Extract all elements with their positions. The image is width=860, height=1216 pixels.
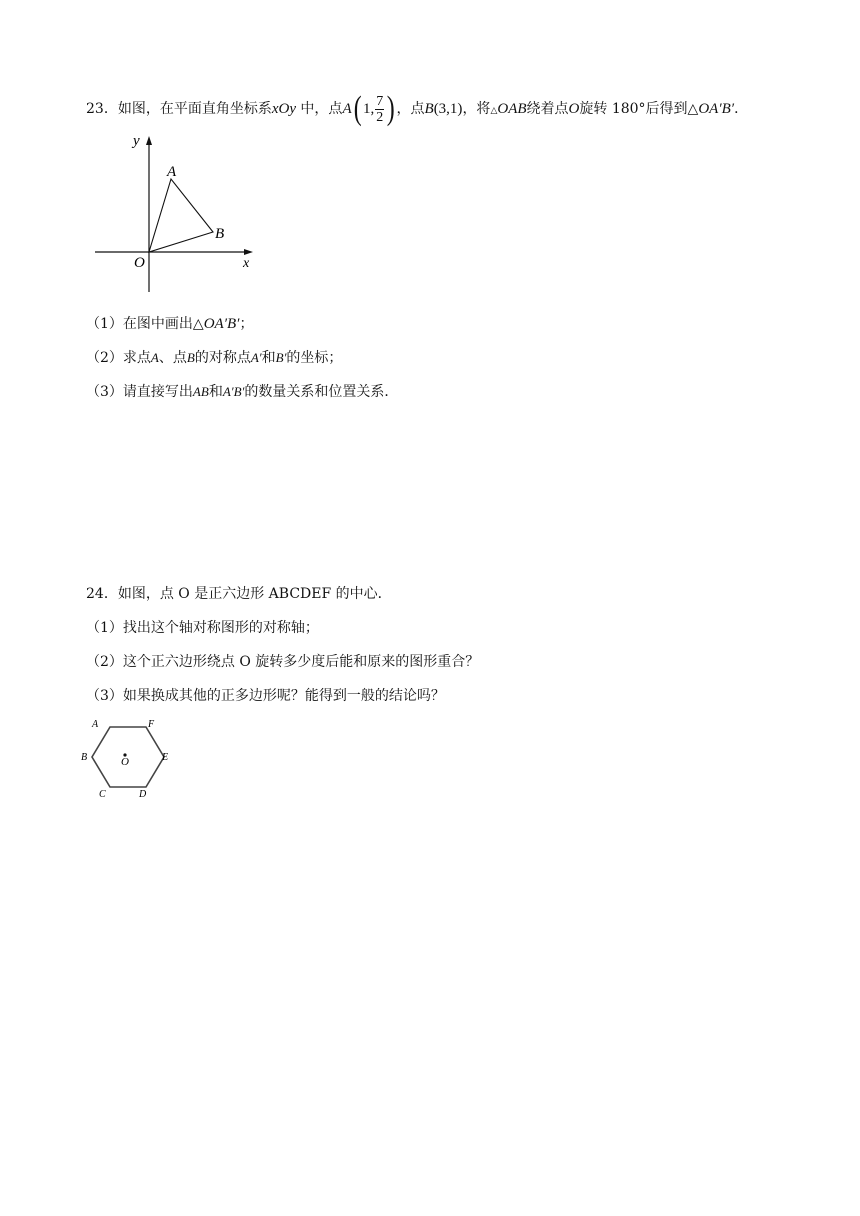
q23-sub-2-number: （2） xyxy=(86,350,123,366)
q23-sub-3-ab-prime: A′B′ xyxy=(222,384,245,399)
q23-triangle-symbol: △ xyxy=(687,101,699,117)
q23-sub-2-a: A xyxy=(150,350,159,365)
q23-sub-1-end: ； xyxy=(239,316,254,332)
q23-text-4: ，将 xyxy=(462,101,491,117)
q23-a-x: 1, xyxy=(362,101,375,117)
q23-fraction xyxy=(375,94,384,125)
q23-sub-2-text-3: 的对称点 xyxy=(194,350,251,366)
q23-text-1: 如图，在平面直角坐标系 xyxy=(117,101,272,117)
q24-fig-label-d: D xyxy=(139,789,147,800)
q23-sub-1-math: OA′B′ xyxy=(203,316,240,332)
q23-sub-1-number: （1） xyxy=(86,316,123,332)
q24-sub-2: （2）这个正六边形绕点 O 旋转多少度后能和原来的图形重合？ xyxy=(86,654,480,670)
q23-point-o: O xyxy=(568,101,580,117)
q23-sub-3-text-2: 和 xyxy=(208,384,223,400)
q23-left-paren: ( xyxy=(353,90,362,127)
q23-sub-2-text-5: 的坐标； xyxy=(286,350,343,366)
q23-text-5: 绕着点 xyxy=(526,101,569,117)
q23-sub-2 xyxy=(86,348,342,368)
q23-b-coords: (3,1) xyxy=(433,101,463,117)
q23-sub-3-number: （3） xyxy=(86,384,123,400)
q23-sub-3-text-1: 请直接写出 xyxy=(122,384,193,400)
q23-oab: OAB xyxy=(497,101,527,117)
q23-point-b: B xyxy=(424,101,434,117)
q23-sub-3-text-3: 的数量关系和位置关系． xyxy=(244,384,399,400)
q23-stem xyxy=(86,92,748,126)
q23-sub-2-text-2: 、点 xyxy=(158,350,187,366)
q24-sub-3: （3）如果换成其他的正多边形呢？能得到一般的结论吗？ xyxy=(86,688,445,704)
q23-sub-2-b: B xyxy=(186,350,195,365)
q23-period: ． xyxy=(734,101,749,117)
q23-fig-label-x: x xyxy=(243,256,250,271)
q24-stem xyxy=(86,584,392,604)
q23-oab-prime: OA′B′ xyxy=(698,101,735,117)
q23-number: 23． xyxy=(86,101,118,117)
q23-sub-2-b-prime: B′ xyxy=(275,350,287,365)
q23-sub-2-text-4: 和 xyxy=(261,350,276,366)
q23-sub-2-a-prime: A′ xyxy=(250,350,262,365)
q24-fig-label-f: F xyxy=(148,719,155,730)
q23-coordinate-figure xyxy=(90,130,260,300)
q24-number: 24． xyxy=(86,586,118,602)
q23-sub-2-text-1: 求点 xyxy=(122,350,151,366)
q23-xoy: xOy xyxy=(271,101,296,117)
q23-text-6: 旋转 180°后得到 xyxy=(579,101,688,117)
q24-fig-label-b: B xyxy=(81,752,88,763)
q23-text-3: ，点 xyxy=(396,101,425,117)
q24-text: 如图，点 O 是正六边形 ABCDEF 的中心． xyxy=(117,586,392,602)
q24-fig-label-e: E xyxy=(162,752,169,763)
q24-fig-label-o: O xyxy=(121,756,129,768)
q23-triangle-symbol-small: △ xyxy=(490,106,498,116)
q24-fig-label-a: A xyxy=(92,719,99,730)
q24-hexagon-figure xyxy=(78,715,188,805)
q23-fig-label-y: y xyxy=(133,133,140,149)
q23-fig-label-a: A xyxy=(167,164,177,180)
q23-sub-3-ab: AB xyxy=(192,384,209,399)
q23-frac-num: 7 xyxy=(376,93,384,109)
q23-sub-1-triangle: △ xyxy=(192,316,204,332)
q23-fig-label-o: O xyxy=(134,255,145,271)
q23-sub-1-text: 在图中画出 xyxy=(122,316,193,332)
q23-right-paren: ) xyxy=(386,90,395,127)
q23-frac-den: 2 xyxy=(376,109,384,125)
q23-sub-3 xyxy=(86,382,398,402)
q23-sub-1 xyxy=(86,314,253,334)
q24-fig-label-c: C xyxy=(99,789,106,800)
q23-text-2: 中，点 xyxy=(295,101,343,117)
q24-sub-1: （1）找出这个轴对称图形的对称轴； xyxy=(86,620,319,636)
q23-fig-label-b: B xyxy=(215,226,225,242)
q23-point-a: A xyxy=(342,101,352,117)
